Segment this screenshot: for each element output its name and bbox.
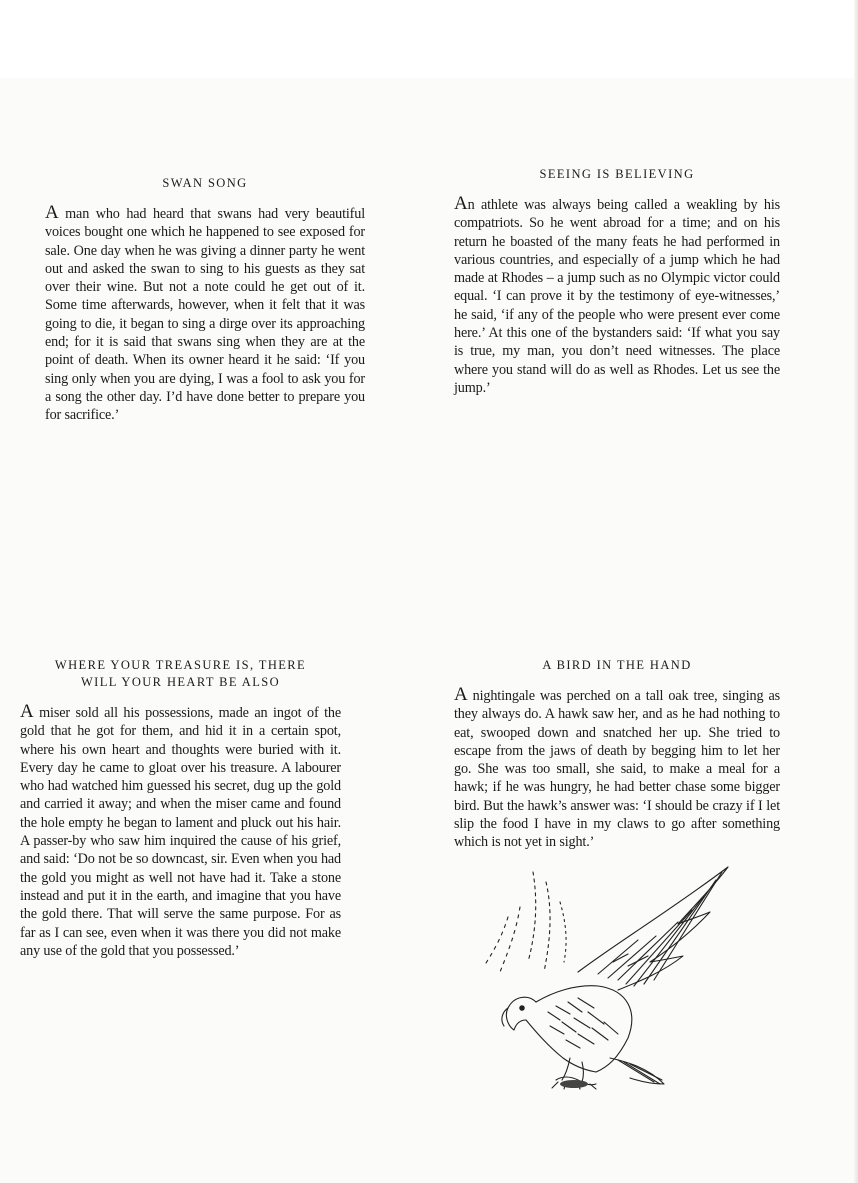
story-body: A man who had heard that swans had very beautiful voices bought one which he happened to see exposed for sale. One day when he was giving a dinner party he went out and asked the swan to sing to his guests as they sat over their wine. But not a note could he get out of it. Some time afterwards, however, when it felt that it was going to die, it began to sing a dirge over its approaching end; for it is said that swans sing when they are at the point of death. When its owner heard it he said: ‘If you sing only when you are dying, I was a fool to ask you for a song the other day. I’d have done better to prepare you for sacrifice.’ [45,202,365,424]
story-title [20,657,341,691]
page-top-margin [0,0,858,78]
story-where-your-treasure-is [20,657,341,960]
page-right-edge [854,0,858,1183]
story-a-bird-in-the-hand [454,657,780,852]
hawk-with-prey-icon [478,862,740,1090]
story-seeing-is-believing [454,166,780,397]
story-title-line-1: WHERE YOUR TREASURE IS, THERE [54,658,307,672]
story-title-line-2: WILL YOUR HEART BE ALSO [80,675,281,689]
story-title: SWAN SONG [162,176,248,190]
story-body: A nightingale was perched on a tall oak tree, singing as they always do. A hawk saw her, and as he had nothing to eat, swooped down and snatched her up. She tried to escape from the jaws of death by begging him to let her go. She was too small, she said, to make a meal for a hawk; if he was hungry, he had better chase some bigger bird. But the hawk’s answer was: ‘I should be crazy if I let slip the food I have in my claws to go after something which is not yet in sight.’ [454,684,780,851]
story-swan-song [45,175,365,425]
story-title: SEEING IS BELIEVING [539,167,695,181]
story-body: A miser sold all his possessions, made an ingot of the gold that he got for them, and hid it in a certain spot, where his own heart and thoughts were buried with it. Every day he came to gloat over his treasure. A labourer who had watched him guessed his secret, dug up the gold and carried it away; and when the miser came and found the hole empty he began to lament and pluck out his hair. A passer-by who saw him inquired the cause of his grief, and said: ‘Do not be so downcast, sir. Even when you had the gold you might as well not have had it. Take a stone instead and put it in the earth, and imagine that you have the gold there. That will serve the same purpose. For as far as I can see, even when it was there you did not make any use of the gold that you possessed.’ [20,701,341,959]
story-body: An athlete was always being called a weakling by his compatriots. So he went abroad for a time; and on his return he boasted of the many feats he had performed in various countries, and especially of a jump which he had made at Rhodes – a jump such as no Olympic victor could equal. ‘I can prove it by the testimony of eye-witnesses,’ he said, ‘if any of the people who were present ever come here.’ At this one of the bystanders said: ‘If what you say is true, my man, you don’t need witnesses. The place where you stand will do as well as Rhodes. Let us see the jump.’ [454,193,780,396]
story-title: A BIRD IN THE HAND [542,658,692,672]
